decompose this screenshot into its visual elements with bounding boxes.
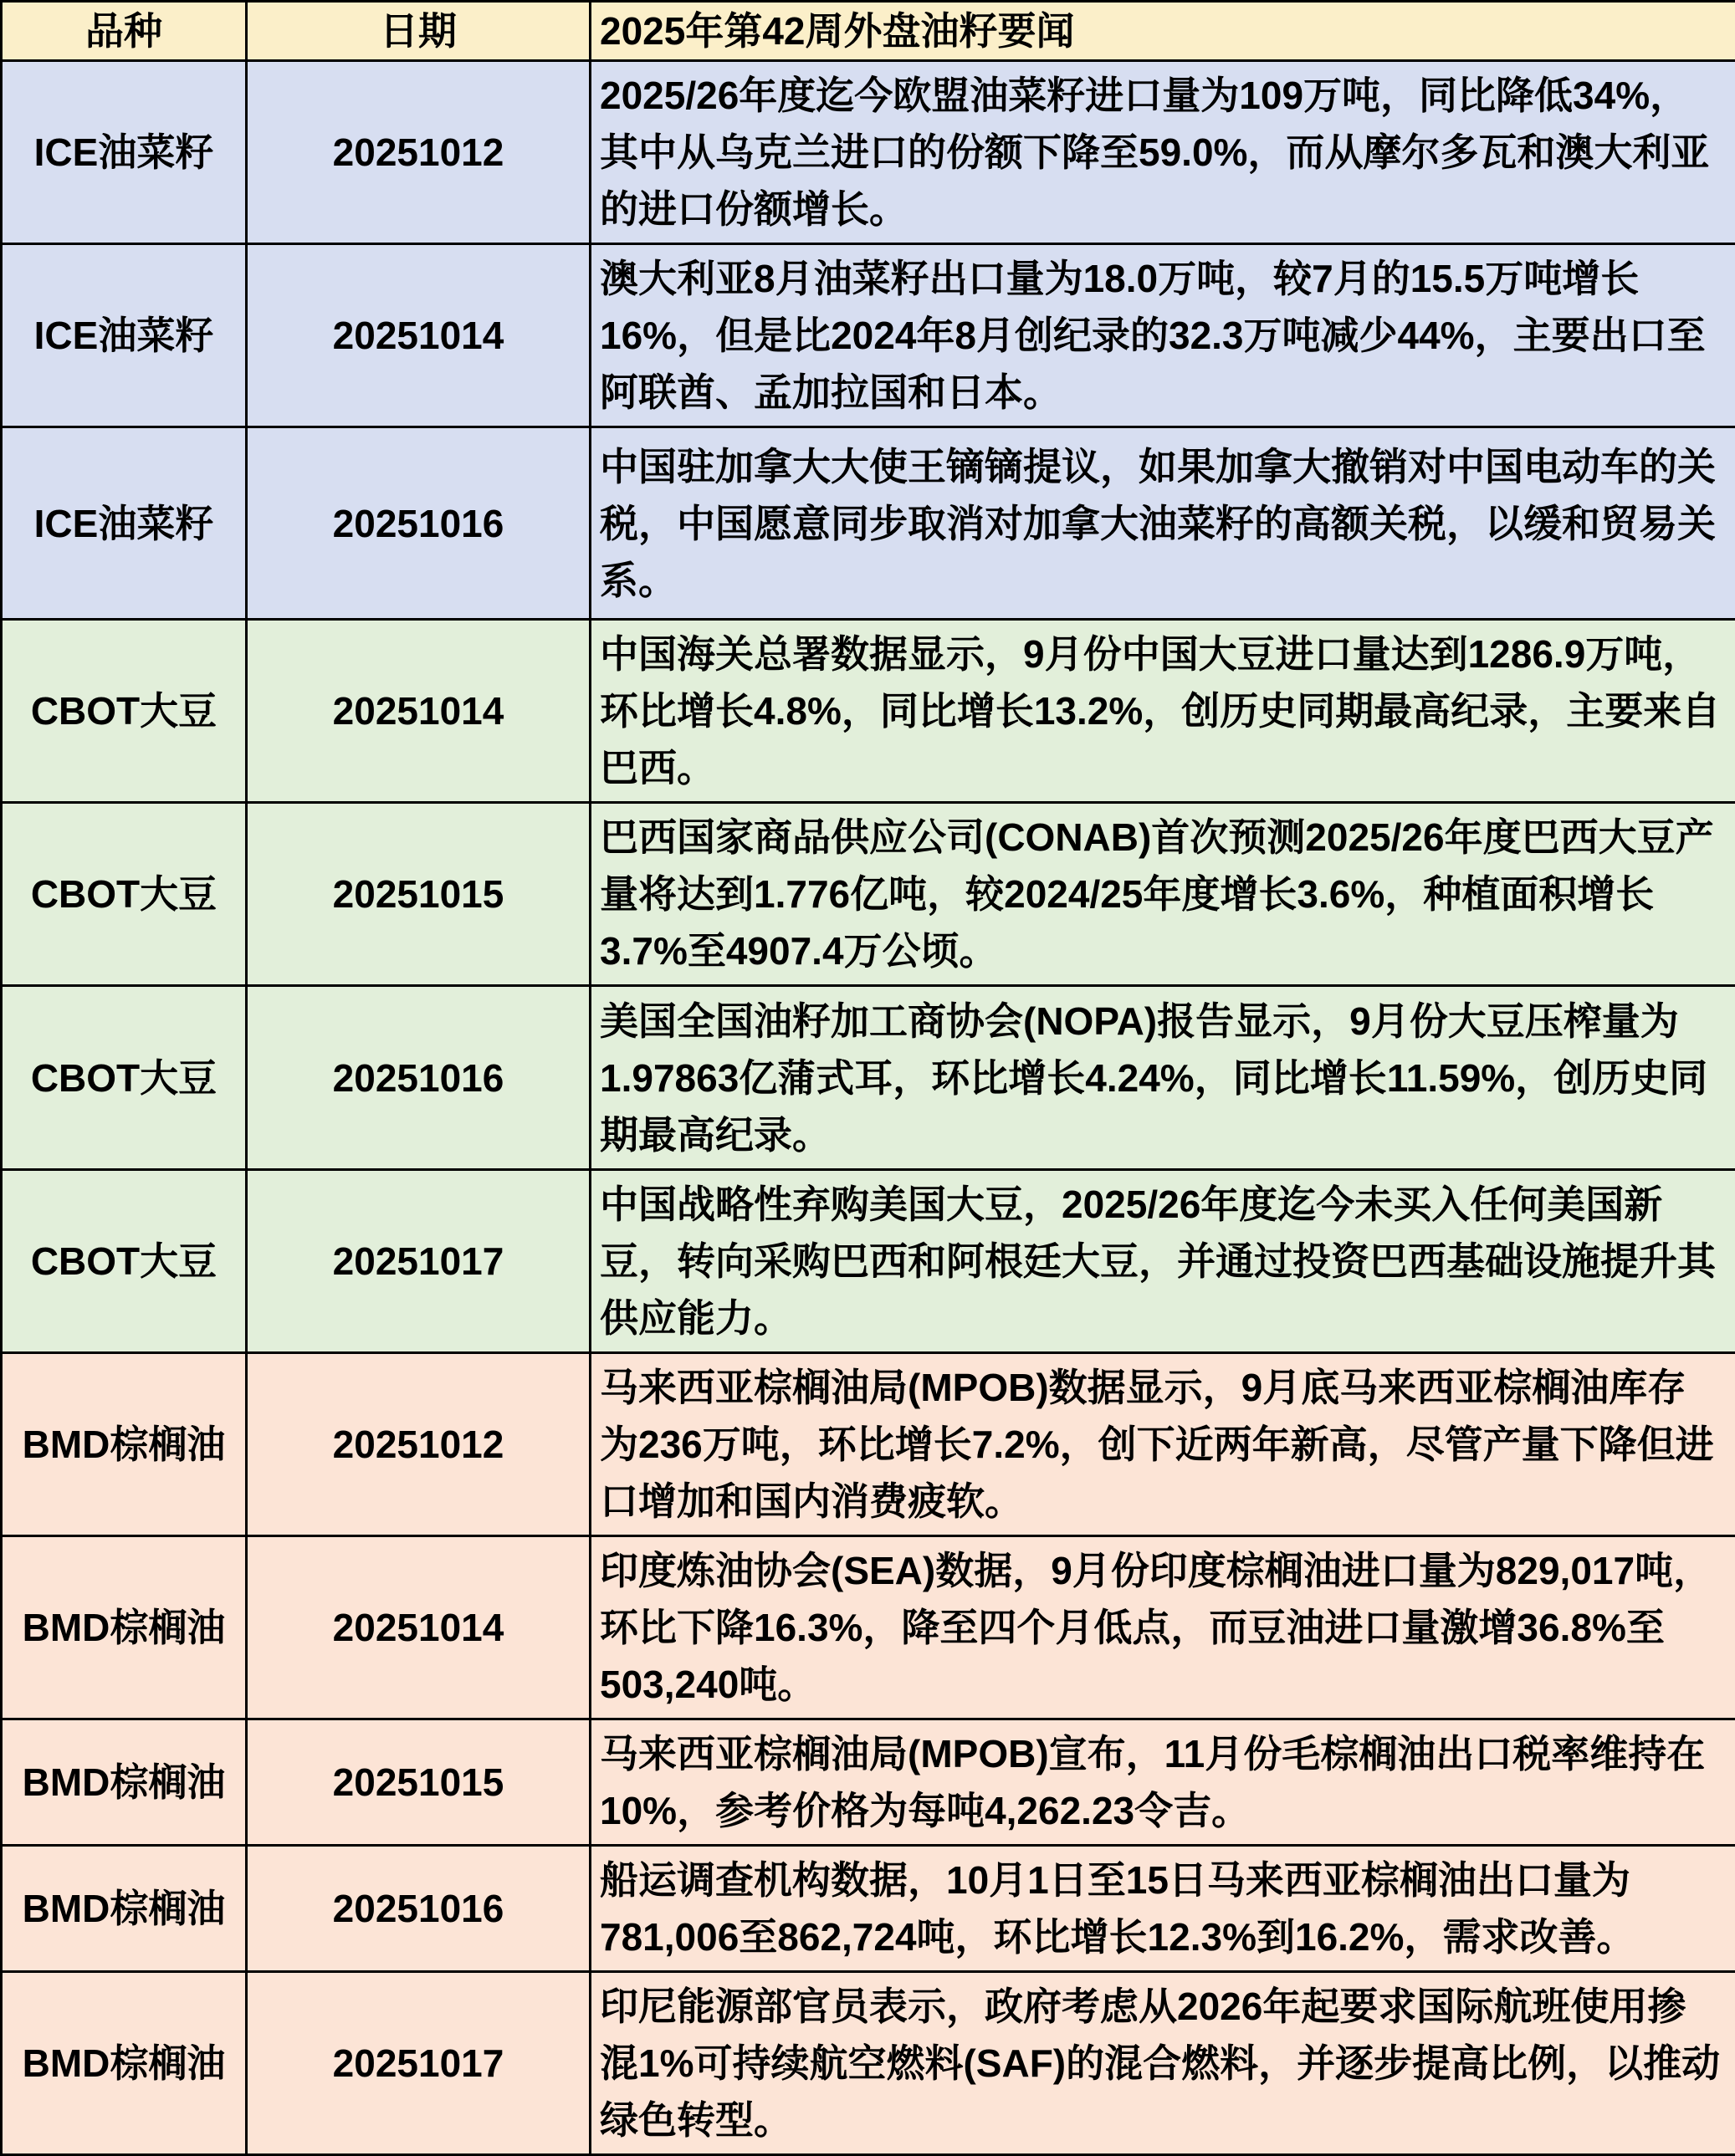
news-cell: 澳大利亚8月油菜籽出口量为18.0万吨，较7月的15.5万吨增长16%，但是比2024年8月创纪录的32.3万吨减少44%，主要出口至阿联酋、孟加拉国和日本。 [591, 244, 1735, 427]
variety-cell: CBOT大豆 [2, 803, 247, 986]
date-cell: 20251016 [247, 986, 591, 1170]
table-row [2, 1353, 1735, 1536]
table-body [2, 61, 1735, 2155]
news-cell: 2025/26年度迄今欧盟油菜籽进口量为109万吨，同比降低34%，其中从乌克兰进口的份额下降至59.0%，而从摩尔多瓦和澳大利亚的进口份额增长。 [591, 61, 1735, 244]
variety-cell: BMD棕榈油 [2, 1353, 247, 1536]
table-row [2, 803, 1735, 986]
date-cell: 20251015 [247, 803, 591, 986]
date-cell: 20251014 [247, 1536, 591, 1719]
news-cell: 马来西亚棕榈油局(MPOB)宣布，11月份毛棕榈油出口税率维持在10%，参考价格为每吨4,262.23令吉。 [591, 1719, 1735, 1846]
news-cell: 印度炼油协会(SEA)数据，9月份印度棕榈油进口量为829,017吨，环比下降16.3%，降至四个月低点，而豆油进口量激增36.8%至503,240吨。 [591, 1536, 1735, 1719]
date-cell: 20251015 [247, 1719, 591, 1846]
variety-cell: BMD棕榈油 [2, 1719, 247, 1846]
date-cell: 20251012 [247, 61, 591, 244]
variety-cell: BMD棕榈油 [2, 1846, 247, 1972]
table-row [2, 244, 1735, 427]
date-cell: 20251017 [247, 1170, 591, 1353]
date-cell: 20251017 [247, 1972, 591, 2155]
variety-cell: CBOT大豆 [2, 986, 247, 1170]
variety-cell: BMD棕榈油 [2, 1972, 247, 2155]
news-cell: 巴西国家商品供应公司(CONAB)首次预测2025/26年度巴西大豆产量将达到1.776亿吨，较2024/25年度增长3.6%，种植面积增长3.7%至4907.4万公顷。 [591, 803, 1735, 986]
news-cell: 中国驻加拿大大使王镝镝提议，如果加拿大撤销对中国电动车的关税，中国愿意同步取消对加拿大油菜籽的高额关税，以缓和贸易关系。 [591, 427, 1735, 620]
news-cell: 印尼能源部官员表示，政府考虑从2026年起要求国际航班使用掺混1%可持续航空燃料(SAF)的混合燃料，并逐步提高比例，以推动绿色转型。 [591, 1972, 1735, 2155]
table-row [2, 1846, 1735, 1972]
table-row [2, 1972, 1735, 2155]
table-row [2, 620, 1735, 803]
header-news-title: 2025年第42周外盘油籽要闻 [591, 2, 1735, 61]
date-cell: 20251016 [247, 1846, 591, 1972]
news-cell: 中国战略性弃购美国大豆，2025/26年度迄今未买入任何美国新豆，转向采购巴西和阿根廷大豆，并通过投资巴西基础设施提升其供应能力。 [591, 1170, 1735, 1353]
table-row [2, 986, 1735, 1170]
date-cell: 20251014 [247, 244, 591, 427]
variety-cell: CBOT大豆 [2, 1170, 247, 1353]
news-cell: 美国全国油籽加工商协会(NOPA)报告显示，9月份大豆压榨量为1.97863亿蒲式耳，环比增长4.24%，同比增长11.59%，创历史同期最高纪录。 [591, 986, 1735, 1170]
date-cell: 20251014 [247, 620, 591, 803]
variety-cell: BMD棕榈油 [2, 1536, 247, 1719]
header-date: 日期 [247, 2, 591, 61]
variety-cell: ICE油菜籽 [2, 427, 247, 620]
news-cell: 船运调查机构数据，10月1日至15日马来西亚棕榈油出口量为781,006至862,724吨，环比增长12.3%到16.2%，需求改善。 [591, 1846, 1735, 1972]
news-cell: 中国海关总署数据显示，9月份中国大豆进口量达到1286.9万吨，环比增长4.8%，同比增长13.2%，创历史同期最高纪录，主要来自巴西。 [591, 620, 1735, 803]
date-cell: 20251016 [247, 427, 591, 620]
table-row [2, 427, 1735, 620]
table-row [2, 1536, 1735, 1719]
table-row [2, 61, 1735, 244]
variety-cell: ICE油菜籽 [2, 61, 247, 244]
variety-cell: ICE油菜籽 [2, 244, 247, 427]
header-variety: 品种 [2, 2, 247, 61]
date-cell: 20251012 [247, 1353, 591, 1536]
header-row [2, 2, 1735, 61]
table-row [2, 1170, 1735, 1353]
table-row [2, 1719, 1735, 1846]
news-cell: 马来西亚棕榈油局(MPOB)数据显示，9月底马来西亚棕榈油库存为236万吨，环比增长7.2%，创下近两年新高，尽管产量下降但进口增加和国内消费疲软。 [591, 1353, 1735, 1536]
variety-cell: CBOT大豆 [2, 620, 247, 803]
